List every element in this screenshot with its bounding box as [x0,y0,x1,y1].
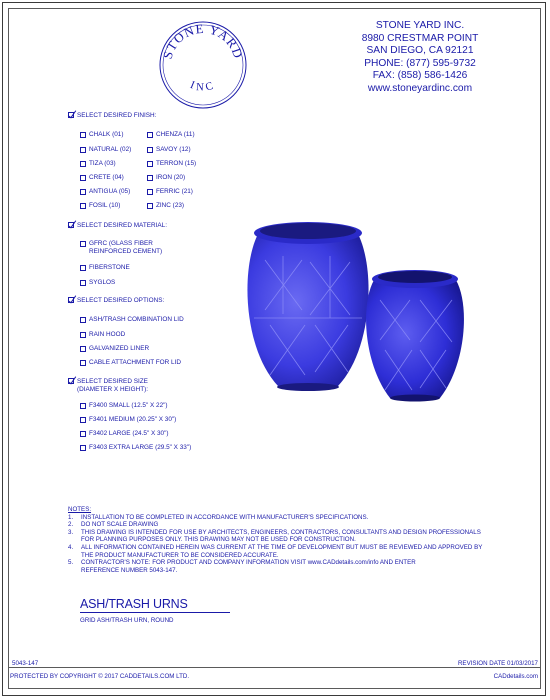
checkbox[interactable] [80,132,86,138]
note-line: 5. CONTRACTOR'S NOTE: FOR PRODUCT AND COMPANY INFORMATION VISIT www.CADdetails.com/info AND ENTER [68,559,416,567]
note-line: FOR PLANNING PURPOSES ONLY. THIS DRAWING MAY NOT BE USED FOR CONSTRUCTION. [81,536,356,544]
company-website: www.stoneyardinc.com [367,82,473,94]
logo-text-bottom: INC [188,78,218,94]
size-option[interactable]: F3403 EXTRA LARGE (29.5" X 33") [80,444,191,452]
material-option[interactable]: SYGLOS [80,279,115,287]
revision-date: REVISION DATE 01/03/2017 [457,660,538,667]
checkbox[interactable] [80,445,86,451]
checkbox[interactable] [80,241,86,247]
checkbox[interactable] [147,203,153,209]
checkbox[interactable] [80,360,86,366]
size-option[interactable]: F3401 MEDIUM (20.25" X 30") [80,416,176,424]
stone-yard-logo [158,20,248,110]
options-heading-checkbox[interactable] [68,297,74,303]
checkbox[interactable] [80,175,86,181]
small-urn [366,270,464,402]
notes-heading: NOTES: [68,506,92,513]
finish-option[interactable]: CHALK (01) [80,131,123,139]
footer-divider [8,667,541,668]
note-line: 1. INSTALLATION TO BE COMPLETED IN ACCORDANCE WITH MANUFACTURER'S SPECIFICATIONS. [68,513,369,521]
finish-option[interactable]: NATURAL (02) [80,146,131,154]
checkbox[interactable] [147,147,153,153]
large-urn [247,222,368,391]
material-heading: SELECT DESIRED MATERIAL: [68,222,167,230]
finish-option[interactable]: ANTIGUA (05) [80,188,130,196]
material-option[interactable]: FIBERSTONE [80,264,130,272]
checkbox[interactable] [80,265,86,271]
options-option[interactable]: GALVANIZED LINER [80,345,149,353]
finish-option[interactable]: CRETE (04) [80,174,124,182]
reference-number: 5043-147 [12,660,39,667]
options-option[interactable]: ASH/TRASH COMBINATION LID [80,316,184,324]
note-line: 4. ALL INFORMATION CONTAINED HEREIN WAS CURRENT AT THE TIME OF DEVELOPMENT BUT MUST BE REVIEWED AND APPROVED BY [68,543,483,551]
checkbox[interactable] [80,332,86,338]
size-option[interactable]: F3400 SMALL (12.5" X 22") [80,402,168,410]
finish-option[interactable]: SAVOY (12) [147,146,191,154]
company-phone: PHONE: (877) 595-9732 [364,57,476,69]
options-option[interactable]: CABLE ATTACHMENT FOR LID [80,359,181,367]
company-name: STONE YARD INC. [375,20,465,31]
size-heading-checkbox[interactable] [68,378,74,384]
checkbox[interactable] [80,147,86,153]
checkbox[interactable] [80,346,86,352]
finish-option[interactable]: FERRIC (21) [147,188,193,196]
checkbox[interactable] [147,189,153,195]
finish-option[interactable]: CHENZA (11) [147,131,195,139]
size-heading: SELECT DESIRED SIZE (DIAMETER X HEIGHT): [68,378,148,393]
checkbox[interactable] [147,175,153,181]
note-line: THE PRODUCT MANUFACTURER TO BE CONSIDERED ACCURATE. [81,551,279,559]
note-line: 3. THIS DRAWING IS INTENDED FOR USE BY ARCHITECTS, ENGINEERS, CONTRACTORS, CONSULTANTS AND DESIGN PROFESSIONALS [68,528,481,536]
checkbox[interactable] [147,132,153,138]
finish-heading-checkbox[interactable] [68,112,74,118]
material-heading-checkbox[interactable] [68,222,74,228]
svg-text:STONE YARD [160,21,247,61]
checkbox[interactable] [80,161,86,167]
svg-text:INC [188,79,217,94]
checkbox[interactable] [80,280,86,286]
checkbox[interactable] [80,189,86,195]
options-option[interactable]: RAIN HOOD [80,331,125,339]
finish-heading: SELECT DESIRED FINISH: [68,112,156,120]
finish-option[interactable]: ZINC (23) [147,202,184,210]
drawing-title: ASH/TRASH URNS [80,597,188,611]
checkbox[interactable] [80,417,86,423]
copyright-notice: PROTECTED BY COPYRIGHT © 2017 CADDETAILS.COM LTD. [10,673,190,680]
finish-option[interactable]: TIZA (03) [80,160,116,168]
company-info [330,20,510,96]
logo-text-top: STONE YARD [159,20,247,61]
checkbox[interactable] [80,403,86,409]
urn-product-image [240,190,470,410]
finish-option[interactable]: FOSIL (10) [80,202,120,210]
caddetails-link[interactable]: CADdetails.com [493,673,538,680]
note-line: REFERENCE NUMBER 5043-147. [81,566,178,574]
finish-option[interactable]: IRON (20) [147,174,185,182]
title-underline [80,612,230,613]
checkbox[interactable] [80,203,86,209]
size-option[interactable]: F3402 LARGE (24.5" X 30") [80,430,169,438]
material-option-gfrc[interactable]: GFRC (GLASS FIBER REINFORCED CEMENT) [80,240,162,255]
checkbox[interactable] [80,317,86,323]
company-address-2: SAN DIEGO, CA 92121 [366,45,474,57]
title-block [80,597,230,624]
options-heading: SELECT DESIRED OPTIONS: [68,297,164,305]
company-address-1: 8980 CRESTMAR POINT [361,32,479,44]
company-fax: FAX: (858) 586-1426 [372,70,468,82]
notes-section [68,506,482,574]
checkbox[interactable] [80,431,86,437]
drawing-subtitle: GRID ASH/TRASH URN, ROUND [80,617,174,624]
finish-option[interactable]: TERRON (15) [147,160,196,168]
note-line: 2. DO NOT SCALE DRAWING [68,521,159,529]
checkbox[interactable] [147,161,153,167]
